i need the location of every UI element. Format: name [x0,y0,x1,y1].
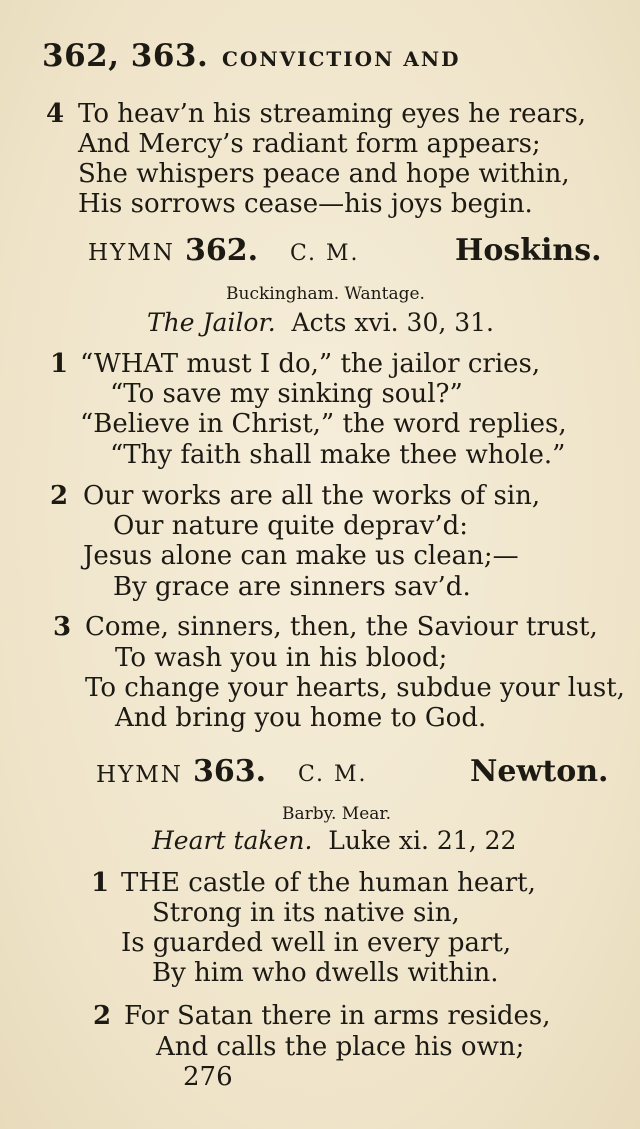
verse-line: Strong in its native sin, [152,898,460,928]
subject-title: Heart taken. [152,826,313,855]
hymn-label: HYMN [96,762,183,788]
verse-line: “Thy faith shall make thee whole.” [110,440,566,470]
hymn-author: Newton. [470,754,609,789]
verse-line: His sorrows cease—his joys begin. [78,189,533,219]
stanza-number: 1 [91,868,110,898]
stanza-number: 2 [50,481,69,511]
verse-line: By grace are sinners sav’d. [113,572,471,602]
stanza-number: 3 [53,612,72,642]
page-number: 276 [183,1062,233,1092]
hymn-meter: C. M. [298,762,368,787]
verse-line: To wash you in his blood; [115,643,448,673]
verse-line: Is guarded well in every part, [121,928,512,958]
tune-names: Barby. Mear. [282,804,392,824]
bleed-through [632,250,640,280]
verse-line: Jesus alone can make us clean;— [83,541,519,571]
verse-line: “To save my sinking soul?” [110,379,463,409]
verse-line: Come, sinners, then, the Saviour trust, [85,612,598,642]
verse-line: And Mercy’s radiant form appears; [78,129,541,159]
hymn-author: Hoskins. [455,233,602,268]
scripture-reference: Acts xvi. 30, 31. [291,308,495,337]
hymn-meter: C. M. [290,241,360,266]
verse-line: And calls the place his own; [156,1032,525,1062]
tune-names: Buckingham. Wantage. [226,284,425,304]
running-title: CONVICTION AND [222,47,461,71]
stanza-number: 1 [50,349,69,379]
verse-line: To change your hearts, subdue your lust, [85,673,625,703]
hymn-label: HYMN [88,240,175,266]
hymn-subject [152,826,516,855]
verse-line: Our nature quite deprav’d: [113,511,469,541]
verse-line: She whispers peace and hope within, [78,159,570,189]
scripture-reference: Luke xi. 21, 22 [328,826,517,855]
verse-line: THE castle of the human heart, [121,868,536,898]
header-page-numbers: 362, 363. [42,38,209,74]
verse-line: And bring you home to God. [115,703,487,733]
verse-line: By him who dwells within. [152,958,499,988]
hymn-number: 362. [185,233,259,268]
verse-line: To heav’n his streaming eyes he rears, [78,99,587,129]
subject-title: The Jailor. [147,308,276,337]
verse-line: For Satan there in arms resides, [124,1001,551,1031]
verse-line: “Believe in Christ,” the word replies, [80,409,567,439]
hymn-number: 363. [193,754,267,789]
verse-line: “WHAT must I do,” the jailor cries, [80,349,541,379]
verse-line: Our works are all the works of sin, [83,481,541,511]
hymn-subject [147,308,494,337]
stanza-number: 2 [93,1001,112,1031]
stanza-number: 4 [46,99,65,129]
